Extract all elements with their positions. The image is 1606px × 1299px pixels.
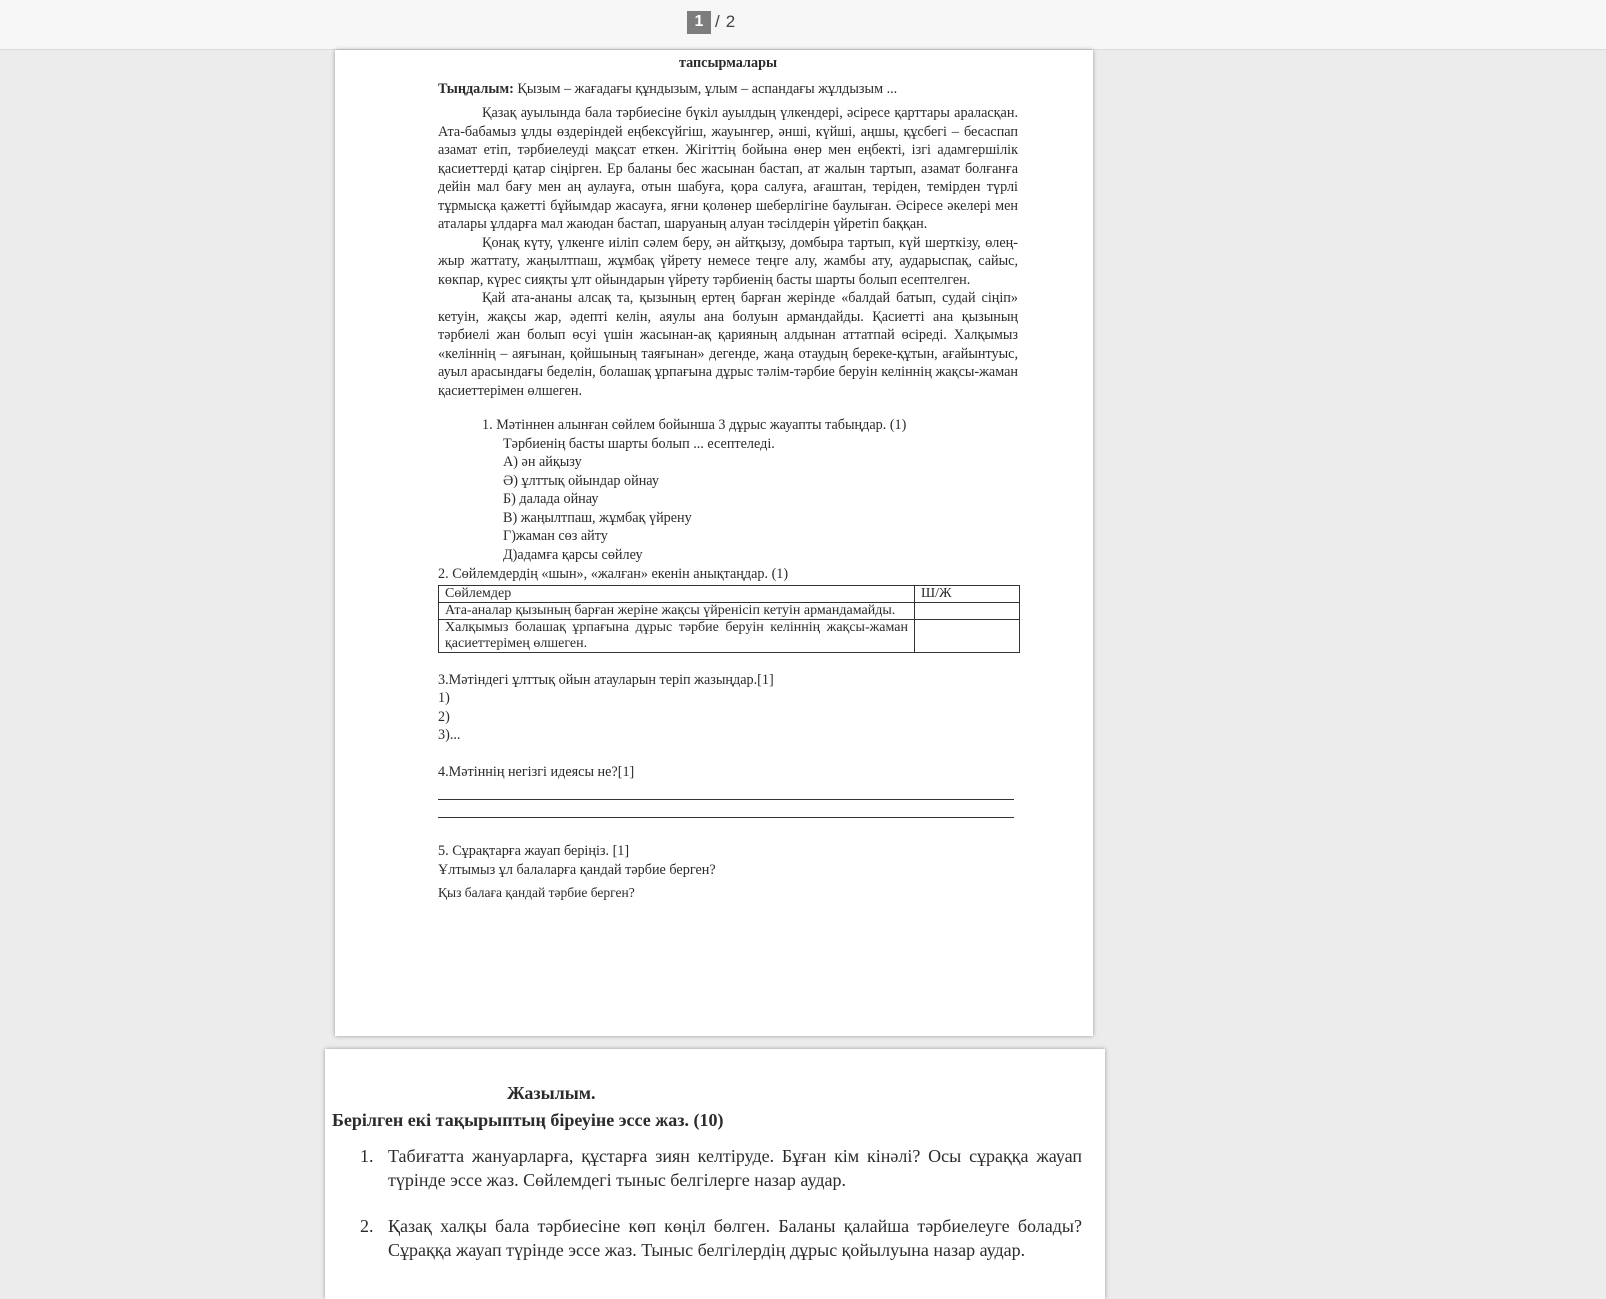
answer-line [438, 817, 1014, 818]
topic-number: 1. [360, 1146, 374, 1166]
sentence-cell: Ата-аналар қызының барған жеріне жақсы үйренісіп кетуін армандамайды. [439, 602, 915, 619]
option-v: В) жаңылтпаш, жұмбақ үйрену [503, 509, 692, 526]
answer-slot-2: 2) [438, 708, 450, 725]
text-paragraph-3: Қай ата-ананы алсақ та, қызының ертең барған жерінде «балдай батып, судай сіңіп» кетуін, жақсы жар, әдепті келін, аяулы ана болуын армандайды. Қасиетті ана қызының тәрбиелі жан болып өсуі үшін жасынан-ақ қарияның алдынан аттатпай өсіреді. Халқымыз «келіннің – аяғынан, қойшының таяғынан» дегенде, жаңа отаудың береке-құтын, ағайынтуыс, ауыл арасындағы беделін, болашақ ұрпағына дұрыс тәлім-тәрбие беруін келіннің жақсы-жаман қасиеттерімен өлшеген. [438, 290, 1018, 399]
text-paragraph-2: Қонақ күту, үлкенге иіліп сәлем беру, ән айтқызу, домбыра тартып, күй шерткізу, өлең-жыр жаттату, жаңылтпаш, жұмбақ үйрету немесе теңге алу, жамбы ату, аударыспақ, сайыс, көкпар, күрес сияқты ұлт ойындарын үйрету тәрбиенің басты шарты болып есептелген. [438, 234, 1018, 288]
page-separator: / [715, 12, 720, 31]
question-1-title: 1. Мәтіннен алынған сөйлем бойынша 3 дұрыс жауапты табыңдар. (1) [482, 417, 907, 433]
listening-label: Тыңдалым: [438, 80, 514, 97]
answer-cell [915, 602, 1020, 619]
list-item [332, 1144, 1082, 1192]
total-pages: 2 [725, 12, 736, 31]
question-5-part-b: Қыз балаға қандай тәрбие берген? [438, 885, 635, 900]
option-b: Б) далада ойнау [503, 491, 599, 507]
question-5-part-a: Ұлтымыз ұл балаларға қандай тәрбие берген? [438, 861, 716, 878]
question-5-title: 5. Сұрақтарға жауап беріңіз. [1] [438, 843, 630, 859]
table-row [439, 619, 1020, 652]
page-2-content [332, 1082, 1082, 1284]
page-1-content [438, 54, 1018, 903]
table-row [439, 602, 1020, 619]
question-2-title: 2. Сөйлемдердің «шын», «жалған» екенін анықтаңдар. (1) [438, 566, 789, 582]
option-g: Г)жаман сөз айту [503, 528, 608, 544]
answer-line [438, 799, 1014, 800]
list-item [332, 1214, 1082, 1262]
listening-title [438, 80, 1018, 99]
option-d: Д)адамға қарсы сөйлеу [503, 546, 643, 563]
document-page-1 [335, 50, 1093, 1036]
true-false-table [438, 585, 1020, 653]
topic-text: Табиғатта жануарларға, құстарға зиян келтіруде. Бұған кім кінәлі? Осы сұраққа жауап түрінде эссе жаз. Сөйлемдегі тыныс белгілерге назар аудар. [388, 1146, 1082, 1190]
question-3 [438, 671, 1018, 745]
question-3-title: 3.Мәтіндегі ұлттық ойын атауларын теріп жазыңдар.[1] [438, 671, 774, 688]
text-paragraph-1: Қазақ ауылында бала тәрбиесіне бүкіл ауылдың үлкендері, әсіресе қарттары араласқан. Ата-бабамыз ұлды өздеріндей еңбексүйгіш, жауынгер, әнші, күйші, аңшы, құсбегі – бесаспап азамат етіп, тәрбиелеуді мақсат еткен. Жігіттің бойына өнер мен еңбекті, ізгі адамгершілік қасиеттерді қатар сіңірген. Ер баланы бес жасынан бастап, ат жалын тартып, азамат болғанға дейін мал бағу мен аң аулауға, отын шабуға, қора салуға, ағаштан, теріден, темірден түрлі тұрмысқа қажетті бұйымдар жасауға, яғни қолөнер шеберлігіне баулыған. Әсіресе әкелері мен аталары ұлдарға мал жаюдан бастап, шаруаның алуан тәсілдерін үйретіп баққан. [438, 105, 1018, 232]
topic-number: 2. [360, 1216, 374, 1236]
option-a: А) ән айқызу [503, 454, 582, 470]
header-answer: Ш/Ж [915, 585, 1020, 602]
question-5 [438, 842, 1018, 903]
question-1 [482, 416, 1018, 564]
sentence-cell: Халқымыз болашақ ұрпағына дұрыс тәрбие беруін келіннің жақсы-жаман қасиеттерімең өлшеген. [439, 619, 915, 652]
viewer-toolbar [0, 0, 1606, 50]
question-1-prompt: Тәрбиенің басты шарты болып ... есептеледі. [503, 435, 775, 452]
document-page-2 [325, 1049, 1105, 1299]
answer-cell [915, 619, 1020, 652]
page-navigator [687, 10, 735, 34]
writing-instructions: Берілген екі тақырыптың біреуіне эссе жаз. (10) [332, 1110, 724, 1130]
topic-text: Қазақ халқы бала тәрбиесіне көп көңіл бөлген. Баланы қалайша тәрбиелеуге болады? Сұраққа жауап түрінде эссе жаз. Тыныс белгілердің дұрыс қойылуына назар аудар. [388, 1216, 1082, 1260]
writing-section-title: Жазылым. [507, 1083, 596, 1103]
header-sentences: Сөйлемдер [439, 585, 915, 602]
current-page-input[interactable] [687, 11, 711, 34]
answer-slot-3: 3)... [438, 727, 461, 743]
question-4-title: 4.Мәтіннің негізгі идеясы не?[1] [438, 763, 635, 780]
essay-topic-list [332, 1144, 1082, 1262]
answer-slot-1: 1) [438, 690, 450, 706]
table-header-row [439, 585, 1020, 602]
listening-title-text: Қызым – жағадағы құндызым, ұлым – аспандағы жұлдызым ... [517, 80, 898, 97]
option-ae: Ә) ұлттық ойындар ойнау [503, 472, 659, 489]
section-heading: тапсырмалары [678, 55, 778, 71]
